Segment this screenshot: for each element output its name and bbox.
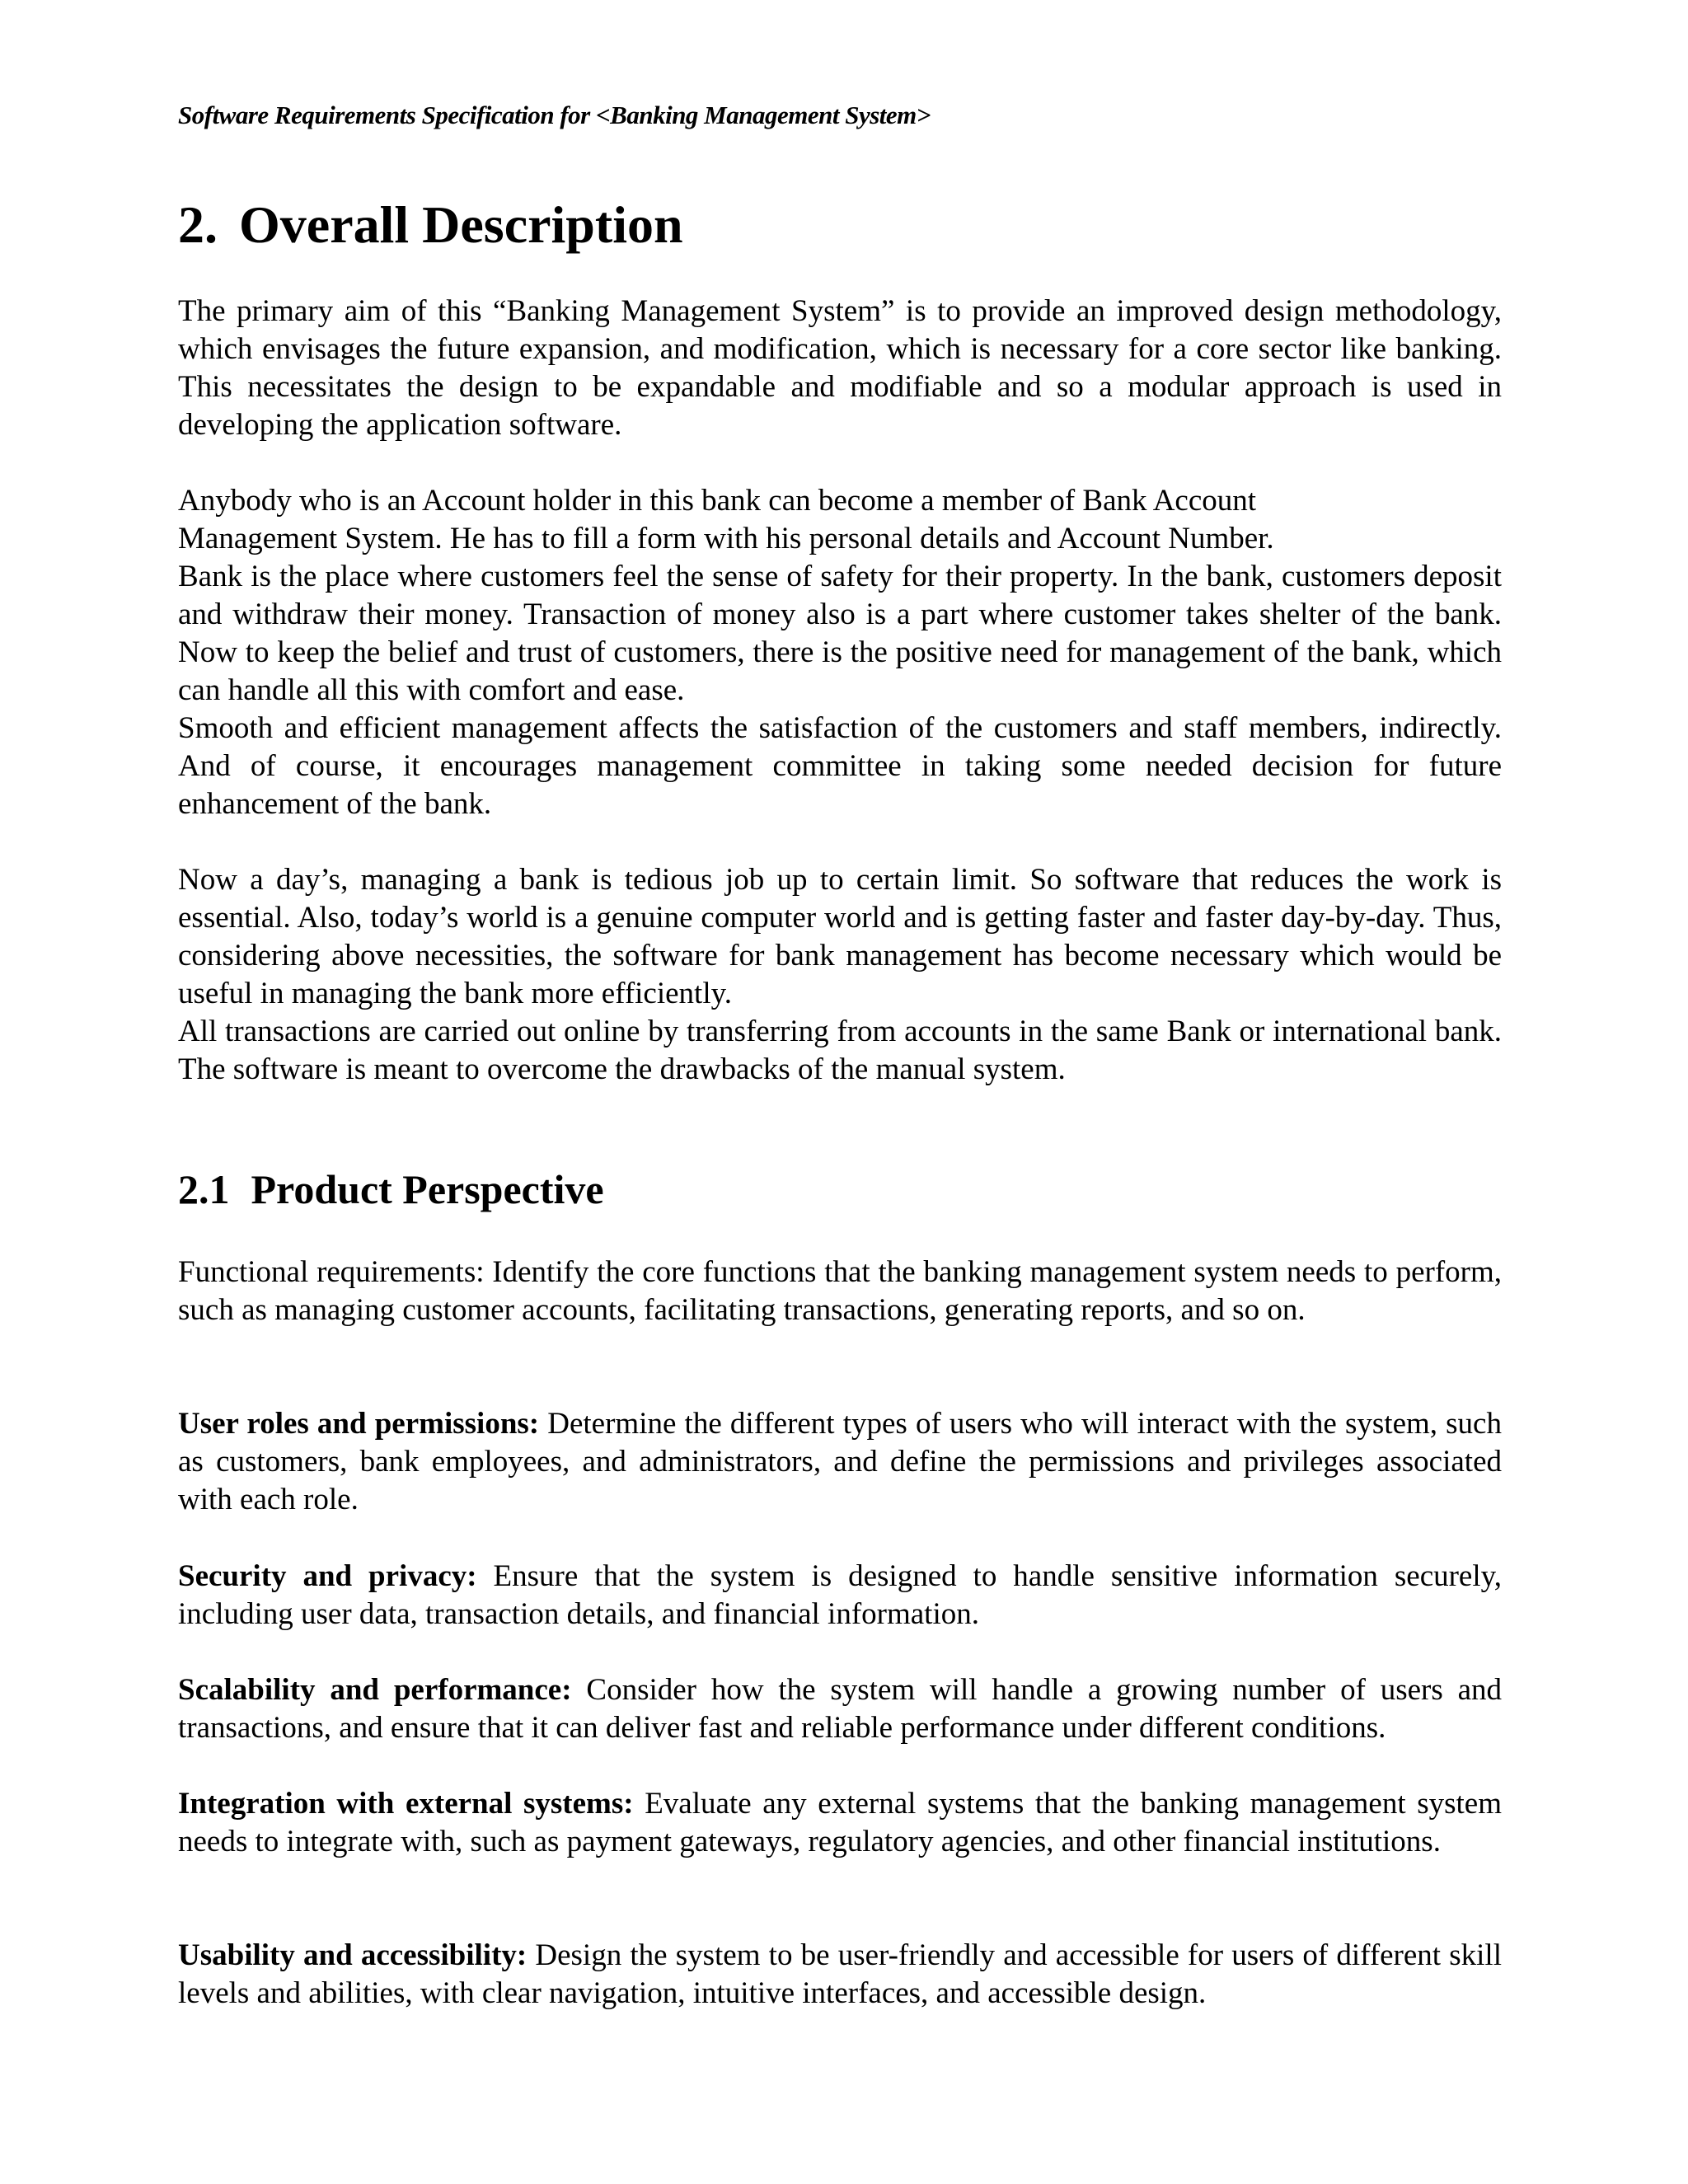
item-term: Usability and accessibility: [178,1938,528,1972]
section-number: 2.1 [178,1166,230,1212]
paragraph-smooth-management: Smooth and efficient management affects the satisfaction of the customers and staff members, indirectly. And of course, it encourages management committee in taking some needed decision for future enhancement of the bank. [178,711,1502,821]
paragraph-online-transactions: All transactions are carried out online by transferring from accounts in the same Bank or international bank. The software is meant to overcome the drawbacks of the manual system. [178,1015,1502,1086]
functional-requirements-paragraph [178,1254,1502,1329]
chapter-title-text: Overall Description [239,195,683,254]
paragraph-functional-requirements: Functional requirements: Identify the core functions that the banking management system needs to perform, such as managing customer accounts, facilitating transactions, generating reports, and so on. [178,1255,1502,1327]
chapter-number: 2. [178,195,218,254]
paragraph-account-holder-line2: Management System. He has to fill a form with his personal details and Account Number. [178,522,1274,555]
item-text: Ensure that the system is designed to handle sensitive information securely, including user data, transaction details, and financial information. [178,1559,1502,1631]
intro-paragraph [178,293,1502,444]
paragraph-bank-safety: Bank is the place where customers feel the sense of safety for their property. In the bank, customers deposit and withdraw their money. Transaction of money also is a part where customer takes shelter of the bank. Now to keep the belief and trust of customers, there is the positive need for management of the bank, which can handle all this with comfort and ease. [178,560,1502,707]
item-text: Determine the different types of users who will interact with the system, such as customers, bank employees, and administrators, and define the permissions and privileges associated with each role. [178,1407,1502,1516]
requirement-item [178,1671,1502,1747]
running-header: Software Requirements Specification for <Banking Management System> [178,101,931,129]
chapter-title [178,196,683,254]
item-text: Design the system to be user-friendly and accessible for users of different skill levels and abilities, with clear navigation, intuitive interfaces, and accessible design. [178,1938,1502,2010]
item-term: Integration with external systems: [178,1787,634,1821]
requirement-item [178,1785,1502,1861]
item-term: Scalability and performance: [178,1673,572,1707]
item-term: User roles and permissions: [178,1407,540,1441]
requirement-item [178,1937,1502,2013]
section-title [178,1167,604,1212]
requirement-item [178,1405,1502,1519]
section-title-text: Product Perspective [251,1166,604,1212]
paragraph-primary-aim: The primary aim of this “Banking Management System” is to provide an improved design methodology, which envisages the future expansion, and modification, which is necessary for a core sector like banking. This necessitates the design to be expandable and modifiable and so a modular approach is used in developing the application software. [178,294,1502,442]
item-text: Evaluate any external systems that the banking management system needs to integrate with, such as payment gateways, regulatory agencies, and other financial institutions. [178,1787,1502,1858]
item-term: Security and privacy: [178,1559,477,1593]
paragraph-bank-tedious: Now a day’s, managing a bank is tedious job up to certain limit. So software that reduces the work is essential. Also, today’s world is a genuine computer world and is getting faster and faster day-by-day. Thus, considering above necessities, the software for bank management has become necessary which would be useful in managing the bank more efficiently. [178,863,1502,1010]
item-text: Consider how the system will handle a growing number of users and transactions, and ensure that it can deliver fast and reliable performance under different conditions. [178,1673,1502,1745]
membership-block [178,482,1502,823]
paragraph-account-holder-line1: Anybody who is an Account holder in this bank can become a member of Bank Account [178,484,1257,518]
requirement-item [178,1558,1502,1633]
software-need-block [178,861,1502,1089]
